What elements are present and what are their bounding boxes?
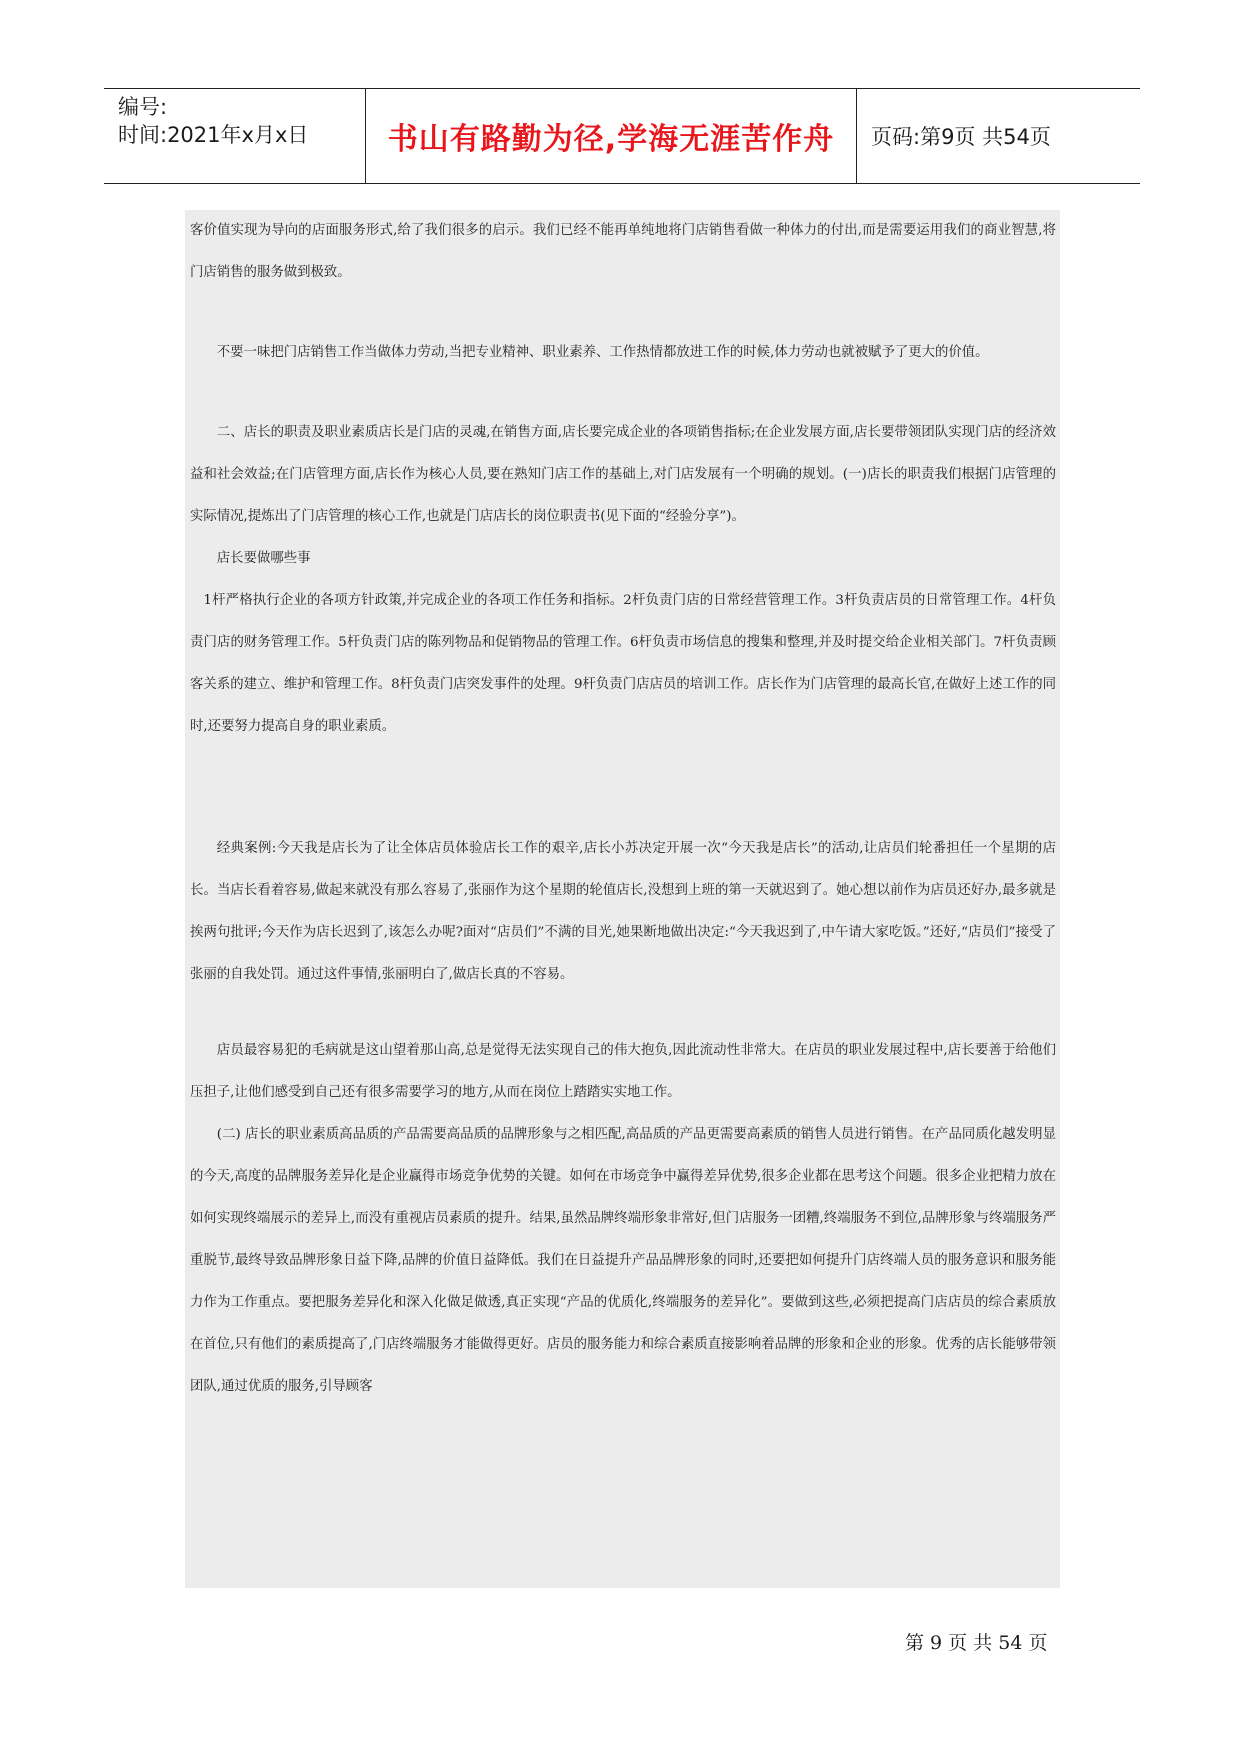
number-label: 编号:	[118, 95, 168, 119]
time-label: 时间:2021年x月x日	[118, 123, 309, 147]
header-page-info: 页码:第9页 共54页	[871, 125, 1051, 149]
header-motto: 书山有路勤为径,学海无涯苦作舟	[366, 89, 857, 183]
paragraph-intro: 客价值实现为导向的店面服务形式,给了我们很多的启示。我们已经不能再单纯地将门店销售看做一种体力的付出,而是需要运用我们的商业智慧,将门店销售的服务做到极致。	[190, 223, 1056, 280]
paragraph-professional-quality: (二) 店长的职业素质高品质的产品需要高品质的品牌形象与之相匹配,高品质的产品更需要高素质的销售人员进行销售。在产品同质化越发明显的今天,高度的品牌服务差异化是企业赢得市场竞争优势的关键。如何在市场竞争中赢得差异优势,很多企业都在思考这个问题。很多企业把精力放在如何实现终端展示的差异上,而没有重视店员素质的提升。结果,虽然品牌终端形象非常好,但门店服务一团糟,终端服务不到位,品牌形象与终端服务严重脱节,最终导致品牌形象日益下降,品牌的价值日益降低。我们在日益提升产品品牌形象的同时,还要把如何提升门店终端人员的服务意识和服务能力作为工作重点。要把服务差异化和深入化做足做透,真正实现“产品的优质化,终端服务的差异化”。要做到这些,必须把提高门店店员的综合素质放在首位,只有他们的素质提高了,门店终端服务才能做得更好。店员的服务能力和综合素质直接影响着品牌的形象和企业的形象。优秀的店长能够带领团队,通过优质的服务,引导顾客	[190, 1127, 1056, 1394]
paragraph-case-study: 经典案例:今天我是店长为了让全体店员体验店长工作的艰辛,店长小苏决定开展一次“今天我是店长”的活动,让店员们轮番担任一个星期的店长。当店长看着容易,做起来就没有那么容易了,张丽作为这个星期的轮值店长,没想到上班的第一天就迟到了。她心想以前作为店员还好办,最多就是挨两句批评;今天作为店长迟到了,该怎么办呢?面对“店员们”不满的目光,她果断地做出决定:“今天我迟到了,中午请大家吃饭。”还好,“店员们”接受了张丽的自我处罚。通过这件事情,张丽明白了,做店长真的不容易。	[190, 841, 1056, 982]
header-meta	[104, 89, 366, 183]
paragraph-staff-turnover: 店员最容易犯的毛病就是这山望着那山高,总是觉得无法实现自己的伟大抱负,因此流动性非常大。在店员的职业发展过程中,店长要善于给他们压担子,让他们感受到自己还有很多需要学习的地方,从而在岗位上踏踏实实地工作。	[190, 1043, 1056, 1100]
page-body	[185, 210, 1060, 1588]
paragraph-manager-duties: 二、店长的职责及职业素质店长是门店的灵魂,在销售方面,店长要完成企业的各项销售指标;在企业发展方面,店长要带领团队实现门店的经济效益和社会效益;在门店管理方面,店长作为核心人员,要在熟知门店工作的基础上,对门店发展有一个明确的规划。(一)店长的职责我们根据门店管理的实际情况,提炼出了门店管理的核心工作,也就是门店店长的岗位职责书(见下面的“经验分享”)。	[190, 425, 1056, 524]
paragraph-physical-labor: 不要一味把门店销售工作当做体力劳动,当把专业精神、职业素养、工作热情都放进工作的时候,体力劳动也就被赋予了更大的价值。	[216, 345, 989, 360]
page-footer: 第 9 页 共 54 页	[905, 1632, 1048, 1654]
document-header	[104, 88, 1140, 184]
paragraph-duty-list: 1杆严格执行企业的各项方针政策,并完成企业的各项工作任务和指标。2杆负责门店的日常经营管理工作。3杆负责店员的日常管理工作。4杆负责门店的财务管理工作。5杆负责门店的陈列物品和促销物品的管理工作。6杆负责市场信息的搜集和整理,并及时提交给企业相关部门。7杆负责顾客关系的建立、维护和管理工作。8杆负责门店突发事件的处理。9杆负责门店店员的培训工作。店长作为门店管理的最高长官,在做好上述工作的同时,还要努力提高自身的职业素质。	[190, 593, 1056, 734]
subheading-what-manager-does: 店长要做哪些事	[216, 551, 311, 566]
